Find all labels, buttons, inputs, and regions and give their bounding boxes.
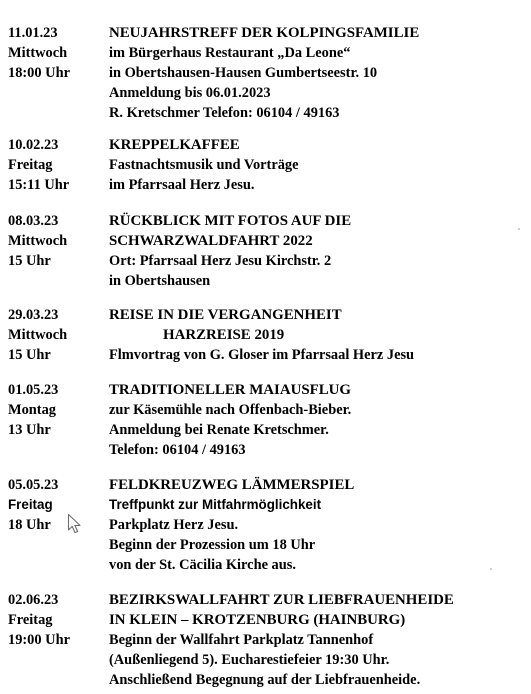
event-time: 13 Uhr <box>8 422 51 438</box>
event-title: NEUJAHRSTREFF DER KOLPINGSFAMILIE <box>109 25 420 41</box>
event-details <box>109 23 529 123</box>
event-detail-line: im Pfarrsaal Herz Jesu. <box>109 177 255 193</box>
event-day: Mittwoch <box>8 327 68 343</box>
event-detail-line: Treffpunkt zur Mitfahrmöglichkeit <box>109 497 322 512</box>
event-date: 05.05.23 <box>8 477 59 493</box>
event-details <box>109 305 529 365</box>
event-time: 18:00 Uhr <box>8 65 70 81</box>
event-detail-line: Ort: Pfarrsaal Herz Jesu Kirchstr. 2 <box>109 253 332 269</box>
event-day: Montag <box>8 402 56 418</box>
event-time: 15:11 Uhr <box>8 177 70 193</box>
event-detail-line: zur Käsemühle nach Offenbach-Bieber. <box>109 402 352 418</box>
event-date: 02.06.23 <box>8 592 59 608</box>
event-day: Mittwoch <box>8 45 68 61</box>
scan-speck <box>490 568 492 570</box>
event-date: 01.05.23 <box>8 382 59 398</box>
event-title: KREPPELKAFFEE <box>109 137 240 153</box>
event-date-block <box>8 590 108 650</box>
event-detail-line: in Obertshausen-Hausen Gumbertseestr. 10 <box>109 65 378 81</box>
event-time: 19:00 Uhr <box>8 632 70 648</box>
scan-speck <box>518 228 520 230</box>
event-date: 08.03.23 <box>8 213 59 229</box>
event-details <box>109 380 529 460</box>
event-details <box>109 590 529 690</box>
event-day: Freitag <box>8 157 53 173</box>
event-detail-line: Fastnachtsmusik und Vorträge <box>109 157 299 173</box>
event-details <box>109 135 529 195</box>
event-details <box>109 211 529 291</box>
event-date: 29.03.23 <box>8 307 59 323</box>
event-detail-line: von der St. Cäcilia Kirche aus. <box>109 557 296 573</box>
event-detail-line: Flmvortrag von G. Gloser im Pfarrsaal Herz Jesu <box>109 347 415 363</box>
event-date-block <box>8 135 108 195</box>
event-detail-line: Anschließend Begegnung auf der Liebfrauenheide. <box>109 672 421 688</box>
event-detail-line: R. Kretschmer Telefon: 06104 / 49163 <box>109 105 340 121</box>
event-title: FELDKREUZWEG LÄMMERSPIEL <box>109 477 355 493</box>
event-detail-line: Anmeldung bis 06.01.2023 <box>109 85 271 101</box>
event-date: 11.01.23 <box>8 25 58 41</box>
event-time: 15 Uhr <box>8 347 51 363</box>
event-date-block <box>8 475 108 535</box>
event-detail-line: Beginn der Wallfahrt Parkplatz Tannenhof <box>109 632 374 648</box>
event-title-continued: HARZREISE 2019 <box>163 327 285 343</box>
event-detail-line: Beginn der Prozession um 18 Uhr <box>109 537 316 553</box>
event-time: 15 Uhr <box>8 253 51 269</box>
event-date-block <box>8 23 108 83</box>
event-date: 10.02.23 <box>8 137 59 153</box>
mouse-pointer-icon <box>67 513 83 535</box>
event-title-continued: SCHWARZWALDFAHRT 2022 <box>109 233 313 249</box>
event-day: Freitag <box>8 497 53 512</box>
event-detail-line: im Bürgerhaus Restaurant „Da Leone“ <box>109 45 351 61</box>
event-detail-line: (Außenliegend 5). Eucharestiefeier 19:30 Uhr. <box>109 652 390 668</box>
event-title: TRADITIONELLER MAIAUSFLUG <box>109 382 352 398</box>
event-title: REISE IN DIE VERGANGENHEIT <box>109 307 342 323</box>
event-detail-line: Anmeldung bei Renate Kretschmer. <box>109 422 329 438</box>
event-detail-line: Parkplatz Herz Jesu. <box>109 517 239 533</box>
event-details <box>109 475 529 575</box>
event-title-continued: IN KLEIN – KROTZENBURG (HAINBURG) <box>109 612 406 628</box>
event-time: 18 Uhr <box>8 517 51 533</box>
event-date-block <box>8 380 108 440</box>
event-day: Freitag <box>8 612 53 628</box>
event-title: RÜCKBLICK MIT FOTOS AUF DIE <box>109 213 352 229</box>
event-date-block <box>8 211 108 271</box>
event-title: BEZIRKSWALLFAHRT ZUR LIEBFRAUENHEIDE <box>109 592 454 608</box>
event-day: Mittwoch <box>8 233 68 249</box>
event-detail-line: Telefon: 06104 / 49163 <box>109 442 246 458</box>
event-date-block <box>8 305 108 365</box>
event-detail-line: in Obertshausen <box>109 273 211 289</box>
